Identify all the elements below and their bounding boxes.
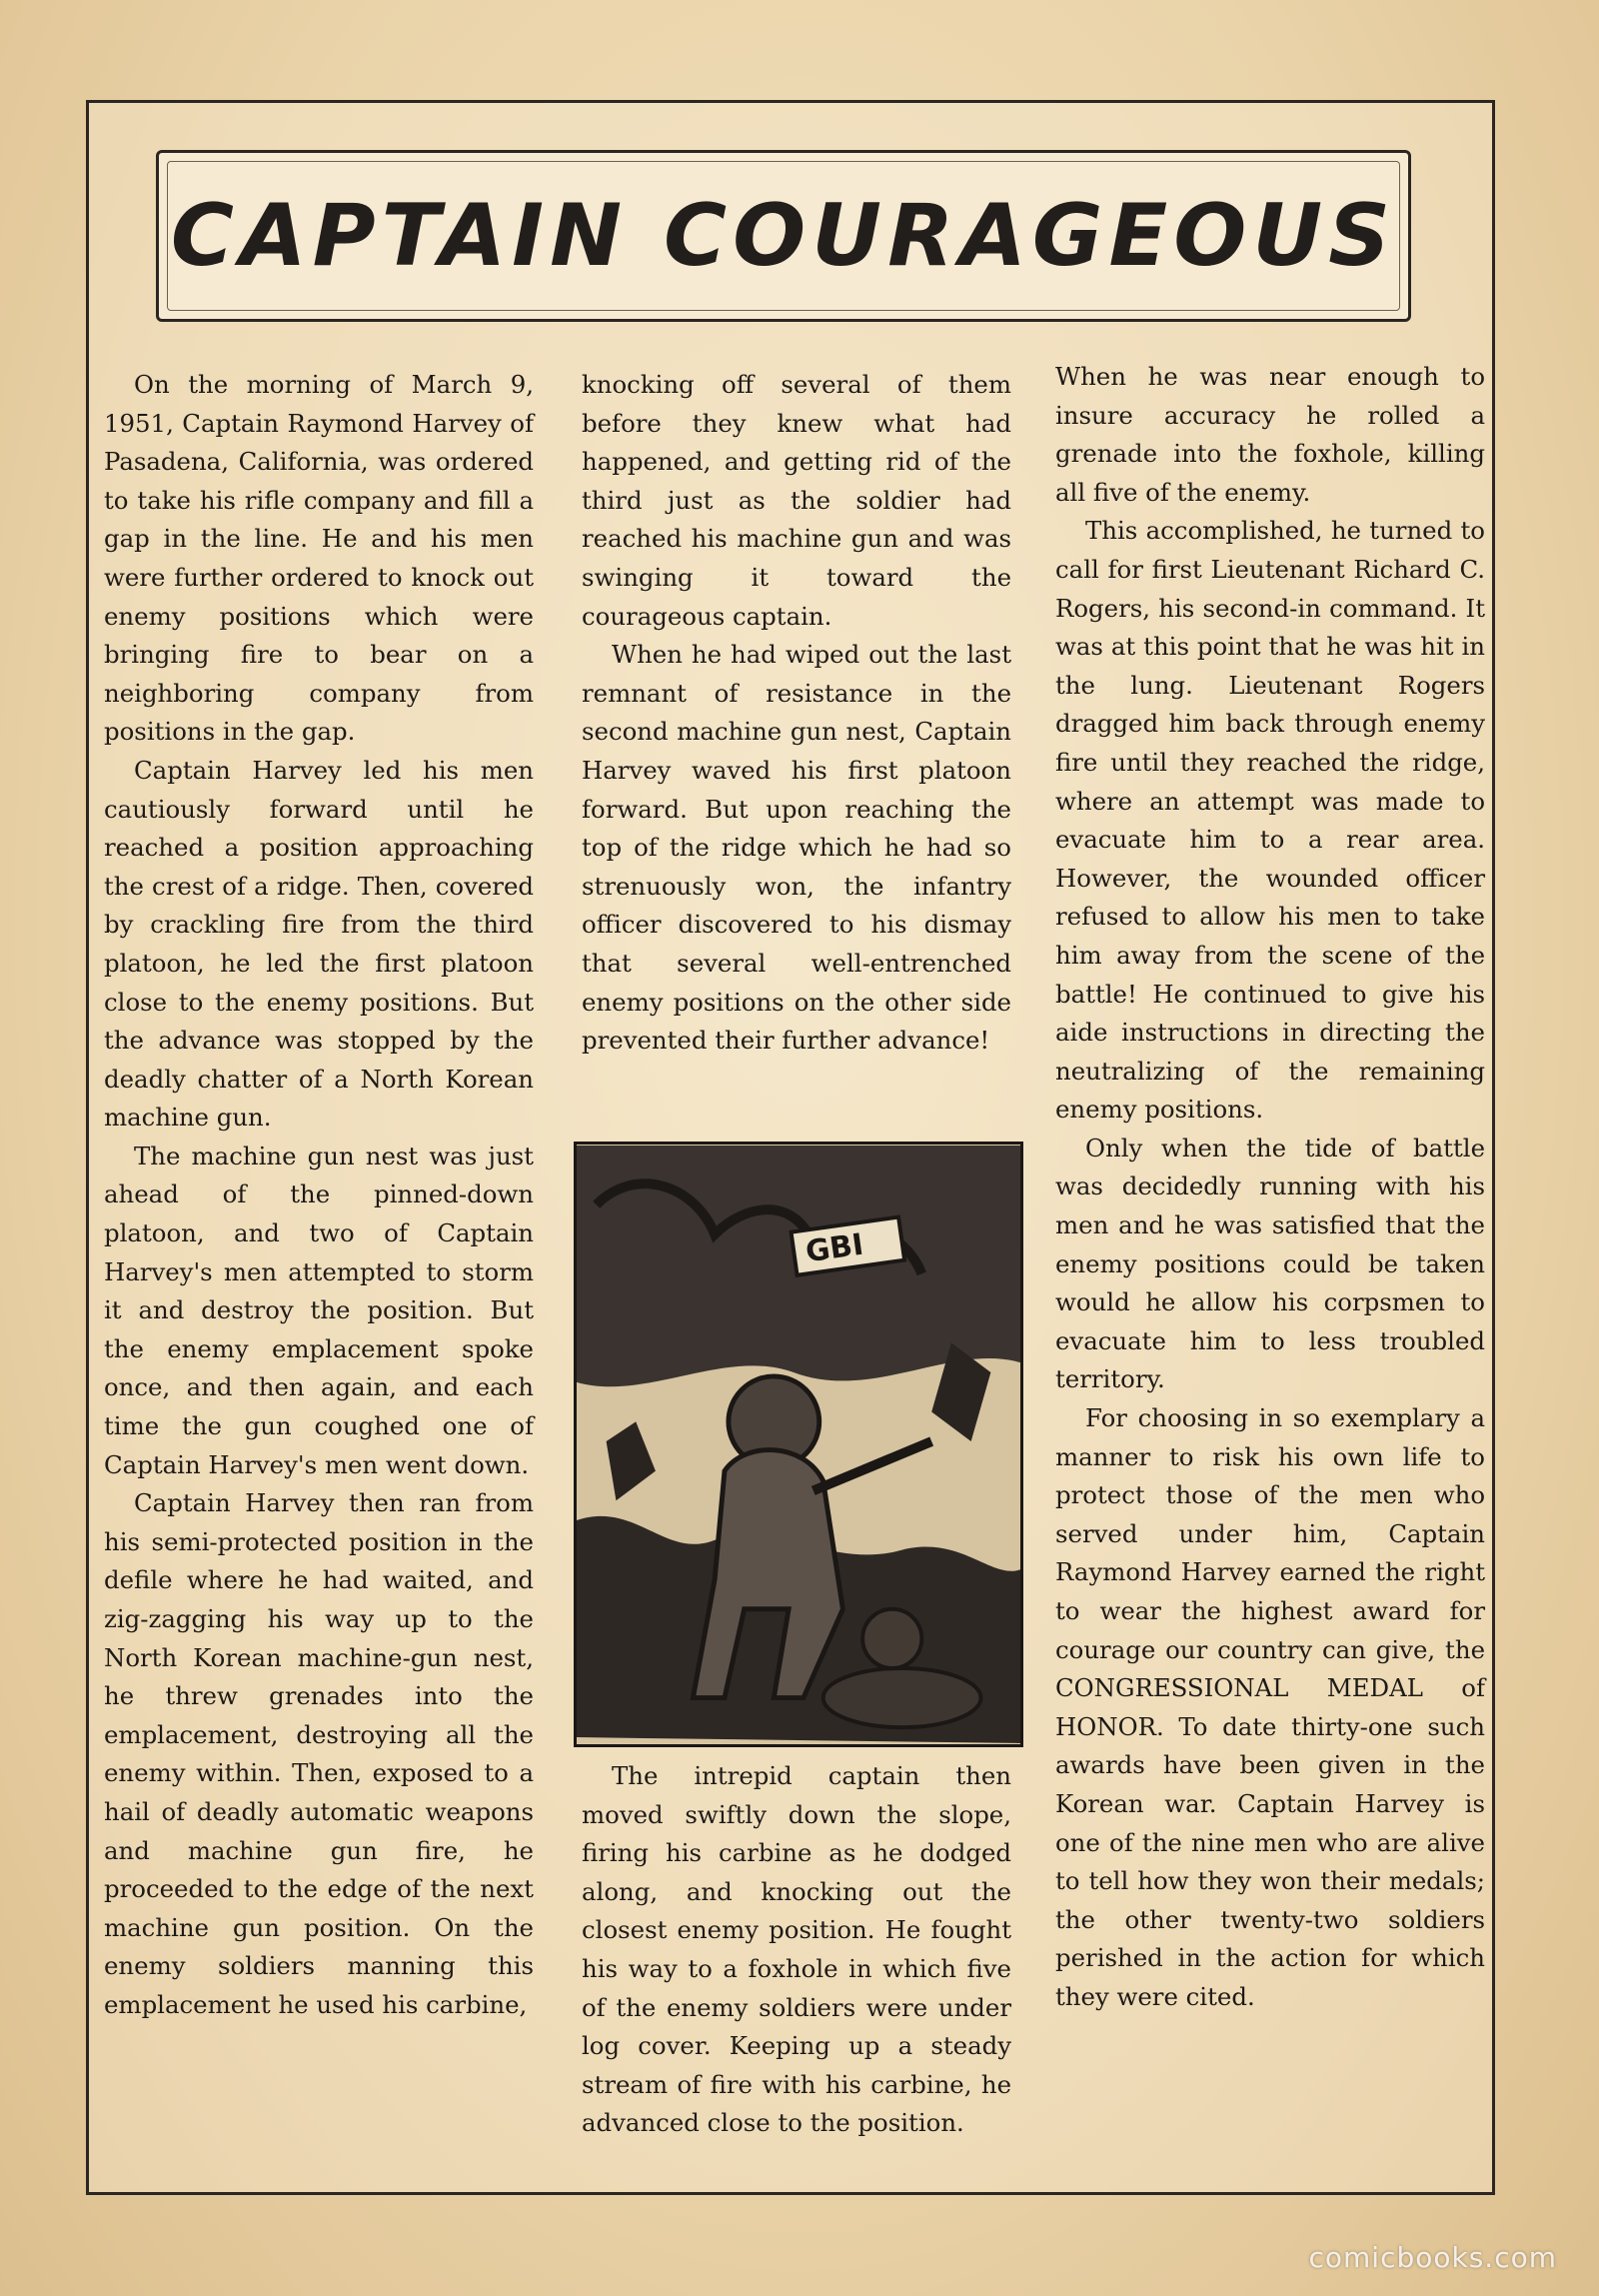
column-middle-lower: [582, 1757, 1011, 2143]
paragraph: The intrepid captain then moved swiftly down the slope, firing his carbine as he dodged along, and knocking out the closest enemy position. He fought his way to a foxhole in which five of the enemy soldiers were under log cover. Keeping up a steady stream of fire with his carbine, he advanced close to the position.: [582, 1761, 1011, 2138]
paragraph: Captain Harvey then ran from his semi-protected position in the defile where he had waited, and zig-zagging his way up to the North Korean machine-gun nest, he threw grenades into the emplacement, destroying all the enemy within. Then, exposed to a hail of deadly automatic weapons and machine gun fire, he proceeded to the edge of the next machine gun position. On the enemy soldiers manning this emplacement he used his carbine,: [104, 1488, 534, 2019]
paragraph: For choosing in so exemplary a manner to risk his own life to protect those of the men who served under him, Captain Raymond Harvey earned the right to wear the highest award for courage our country can give, the CONGRESSIONAL MEDAL of HONOR. To date thirty-one such awards have been given in the Korean war. Captain Harvey is one of the nine men who are alive to tell how they won their medals; the other twenty-two soldiers perished in the action for which they were cited.: [1055, 1403, 1485, 2011]
paragraph: When he had wiped out the last remnant of resistance in the second machine gun nest, Captain Harvey waved his first platoon forward. But upon reaching the top of the ridge which he had so strenuously won, the infantry officer discovered to his dismay that several well-entrenched enemy positions on the other side prevented their further advance!: [582, 640, 1011, 1056]
column-left: [104, 366, 534, 2025]
sign-text: GBI: [802, 1226, 865, 1269]
battle-scene-illustration: [574, 1142, 1023, 1747]
paragraph: This accomplished, he turned to call for first Lieutenant Richard C. Rogers, his second-in command. It was at this point that he was hit in the lung. Lieutenant Rogers dragged him back through enemy fire until they reached the ridge, where an attempt was made to evacuate him to a rear area. However, the wounded officer refused to allow his men to take him away from the scene of the battle! He continued to give his aide instructions in directing the neutralizing of the remaining enemy positions.: [1055, 516, 1485, 1125]
watermark: comicbooks.com: [1308, 2241, 1557, 2274]
column-right: [1055, 358, 1485, 2017]
paragraph: On the morning of March 9, 1951, Captain Raymond Harvey of Pasadena, California, was ordered to take his rifle company and fill a gap in the line. He and his men were further ordered to knock out enemy positions which were bringing fire to bear on a neighboring company from positions in the gap.: [104, 370, 534, 747]
paragraph: Captain Harvey led his men cautiously forward until he reached a position approaching the crest of a ridge. Then, covered by crackling fire from the third platoon, he led the first platoon close to the enemy positions. But the advance was stopped by the deadly chatter of a North Korean machine gun.: [104, 755, 534, 1133]
paragraph: When he was near enough to insure accuracy he rolled a grenade into the foxhole, killing all five of the enemy.: [1055, 362, 1485, 507]
paragraph: knocking off several of them before they knew what had happened, and getting rid of the third just as the soldier had reached his machine gun and was swinging it toward the courageous captain.: [582, 370, 1011, 631]
page-title: CAPTAIN COURAGEOUS: [170, 186, 1397, 286]
title-banner: [156, 150, 1411, 322]
paragraph: Only when the tide of battle was decidedly running with his men and he was satisfied that the enemy positions could be taken would he allow his corpsmen to evacuate him to less troubled territory.: [1055, 1133, 1485, 1394]
paragraph: The machine gun nest was just ahead of the pinned-down platoon, and two of Captain Harvey's men attempted to storm it and destroy the position. But the enemy emplacement spoke once, and then again, and each time the gun coughed one of Captain Harvey's men went down.: [104, 1141, 534, 1479]
column-middle: [582, 366, 1011, 1061]
